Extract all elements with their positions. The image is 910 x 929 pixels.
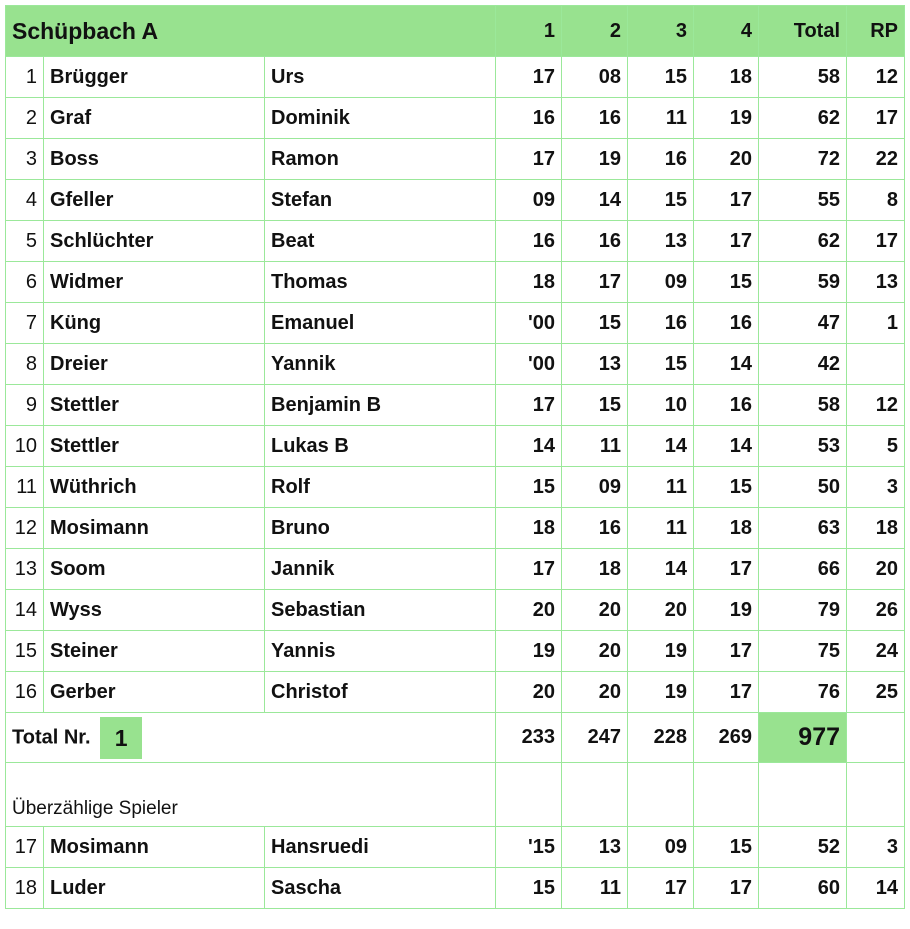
player-number: 4 (6, 180, 44, 221)
round-3-score: 14 (628, 549, 694, 590)
player-first-name: Christof (265, 672, 496, 713)
player-total: 55 (759, 180, 847, 221)
player-row (6, 303, 905, 344)
player-row (6, 57, 905, 98)
totals-label-cell (6, 713, 496, 763)
player-last-name: Wüthrich (44, 467, 265, 508)
player-last-name: Boss (44, 139, 265, 180)
round-4-score: 17 (694, 631, 759, 672)
player-total: 59 (759, 262, 847, 303)
player-total: 75 (759, 631, 847, 672)
round-2-score: 19 (562, 139, 628, 180)
player-row (6, 827, 905, 868)
round-4-score: 19 (694, 98, 759, 139)
player-first-name: Emanuel (265, 303, 496, 344)
round-3-score: 14 (628, 426, 694, 467)
player-number: 13 (6, 549, 44, 590)
player-total: 58 (759, 385, 847, 426)
round-4-score: 14 (694, 344, 759, 385)
player-number: 8 (6, 344, 44, 385)
round-1-score: 17 (496, 549, 562, 590)
round-4-score: 17 (694, 549, 759, 590)
round-1-score: 20 (496, 672, 562, 713)
player-first-name: Sascha (265, 868, 496, 909)
player-number: 15 (6, 631, 44, 672)
round-3-score: 17 (628, 868, 694, 909)
player-total: 62 (759, 221, 847, 262)
player-row (6, 344, 905, 385)
round-1-score: 16 (496, 221, 562, 262)
player-number: 6 (6, 262, 44, 303)
player-first-name: Urs (265, 57, 496, 98)
player-rp: 26 (847, 590, 905, 631)
player-rp: 5 (847, 426, 905, 467)
player-row (6, 868, 905, 909)
player-number: 12 (6, 508, 44, 549)
round-3-score: 19 (628, 672, 694, 713)
empty-cell (694, 763, 759, 827)
round-4-score: 20 (694, 139, 759, 180)
player-total: 42 (759, 344, 847, 385)
player-last-name: Steiner (44, 631, 265, 672)
col-round-3: 3 (628, 6, 694, 57)
score-table (5, 5, 905, 909)
player-number: 2 (6, 98, 44, 139)
player-rp: 25 (847, 672, 905, 713)
round-2-score: 20 (562, 590, 628, 631)
col-round-2: 2 (562, 6, 628, 57)
round-4-score: 14 (694, 426, 759, 467)
player-total: 52 (759, 827, 847, 868)
round-2-score: 16 (562, 221, 628, 262)
extra-players-label: Überzählige Spieler (6, 763, 496, 827)
round-4-score: 15 (694, 262, 759, 303)
player-last-name: Stettler (44, 385, 265, 426)
player-last-name: Mosimann (44, 827, 265, 868)
round-2-score: 17 (562, 262, 628, 303)
empty-cell (496, 763, 562, 827)
round-3-score: 11 (628, 98, 694, 139)
player-number: 9 (6, 385, 44, 426)
player-number: 5 (6, 221, 44, 262)
round-2-score: 15 (562, 385, 628, 426)
round-1-score: 14 (496, 426, 562, 467)
player-first-name: Rolf (265, 467, 496, 508)
round-2-score: 16 (562, 508, 628, 549)
player-number: 3 (6, 139, 44, 180)
player-first-name: Jannik (265, 549, 496, 590)
player-row (6, 385, 905, 426)
round-1-score: 15 (496, 467, 562, 508)
round-4-score: 16 (694, 385, 759, 426)
player-number: 10 (6, 426, 44, 467)
total-round-2: 247 (562, 713, 628, 763)
round-3-score: 15 (628, 57, 694, 98)
player-number: 18 (6, 868, 44, 909)
round-2-score: 16 (562, 98, 628, 139)
player-total: 63 (759, 508, 847, 549)
player-rp (847, 344, 905, 385)
player-rp: 8 (847, 180, 905, 221)
round-3-score: 20 (628, 590, 694, 631)
round-2-score: 11 (562, 868, 628, 909)
player-total: 76 (759, 672, 847, 713)
round-1-score: '15 (496, 827, 562, 868)
round-1-score: 19 (496, 631, 562, 672)
round-3-score: 10 (628, 385, 694, 426)
player-total: 58 (759, 57, 847, 98)
player-row (6, 672, 905, 713)
player-rp: 12 (847, 385, 905, 426)
round-4-score: 17 (694, 868, 759, 909)
player-first-name: Beat (265, 221, 496, 262)
round-4-score: 19 (694, 590, 759, 631)
round-1-score: '00 (496, 344, 562, 385)
round-1-score: 09 (496, 180, 562, 221)
round-1-score: 18 (496, 508, 562, 549)
player-row (6, 98, 905, 139)
player-row (6, 221, 905, 262)
extra-players-header (6, 763, 905, 827)
player-last-name: Stettler (44, 426, 265, 467)
player-rp: 22 (847, 139, 905, 180)
player-last-name: Mosimann (44, 508, 265, 549)
empty-cell (847, 763, 905, 827)
player-number: 7 (6, 303, 44, 344)
player-row (6, 180, 905, 221)
round-3-score: 09 (628, 262, 694, 303)
round-2-score: 15 (562, 303, 628, 344)
round-4-score: 18 (694, 57, 759, 98)
player-total: 79 (759, 590, 847, 631)
round-1-score: 20 (496, 590, 562, 631)
player-first-name: Thomas (265, 262, 496, 303)
player-row (6, 631, 905, 672)
player-last-name: Gerber (44, 672, 265, 713)
player-row (6, 467, 905, 508)
player-row (6, 590, 905, 631)
player-row (6, 262, 905, 303)
round-4-score: 17 (694, 221, 759, 262)
player-rp: 1 (847, 303, 905, 344)
header-row (6, 6, 905, 57)
total-round-1: 233 (496, 713, 562, 763)
round-2-score: 08 (562, 57, 628, 98)
total-round-4: 269 (694, 713, 759, 763)
player-first-name: Bruno (265, 508, 496, 549)
player-last-name: Widmer (44, 262, 265, 303)
player-number: 17 (6, 827, 44, 868)
round-1-score: 17 (496, 57, 562, 98)
total-rp-empty (847, 713, 905, 763)
player-first-name: Yannik (265, 344, 496, 385)
player-first-name: Yannis (265, 631, 496, 672)
player-first-name: Sebastian (265, 590, 496, 631)
player-row (6, 139, 905, 180)
player-last-name: Dreier (44, 344, 265, 385)
player-number: 11 (6, 467, 44, 508)
player-rp: 14 (847, 868, 905, 909)
player-last-name: Wyss (44, 590, 265, 631)
player-rp: 3 (847, 827, 905, 868)
round-2-score: 14 (562, 180, 628, 221)
player-first-name: Benjamin B (265, 385, 496, 426)
round-3-score: 16 (628, 139, 694, 180)
player-last-name: Graf (44, 98, 265, 139)
round-1-score: '00 (496, 303, 562, 344)
player-last-name: Küng (44, 303, 265, 344)
player-first-name: Lukas B (265, 426, 496, 467)
round-3-score: 16 (628, 303, 694, 344)
empty-cell (628, 763, 694, 827)
player-first-name: Ramon (265, 139, 496, 180)
col-round-1: 1 (496, 6, 562, 57)
totals-row (6, 713, 905, 763)
round-2-score: 20 (562, 631, 628, 672)
round-4-score: 17 (694, 180, 759, 221)
round-2-score: 18 (562, 549, 628, 590)
player-total: 47 (759, 303, 847, 344)
round-1-score: 17 (496, 385, 562, 426)
round-3-score: 13 (628, 221, 694, 262)
round-3-score: 15 (628, 180, 694, 221)
player-last-name: Luder (44, 868, 265, 909)
player-total: 66 (759, 549, 847, 590)
round-2-score: 09 (562, 467, 628, 508)
player-total: 62 (759, 98, 847, 139)
round-4-score: 16 (694, 303, 759, 344)
total-round-3: 228 (628, 713, 694, 763)
player-rp: 18 (847, 508, 905, 549)
empty-cell (562, 763, 628, 827)
totals-label: Total Nr. (12, 726, 91, 748)
player-last-name: Brügger (44, 57, 265, 98)
player-rp: 17 (847, 221, 905, 262)
player-number: 1 (6, 57, 44, 98)
round-4-score: 17 (694, 672, 759, 713)
player-row (6, 508, 905, 549)
round-4-score: 18 (694, 508, 759, 549)
col-total: Total (759, 6, 847, 57)
player-last-name: Soom (44, 549, 265, 590)
round-2-score: 13 (562, 827, 628, 868)
player-total: 53 (759, 426, 847, 467)
round-2-score: 20 (562, 672, 628, 713)
round-3-score: 15 (628, 344, 694, 385)
player-last-name: Gfeller (44, 180, 265, 221)
round-3-score: 11 (628, 467, 694, 508)
player-rp: 24 (847, 631, 905, 672)
round-3-score: 11 (628, 508, 694, 549)
player-row (6, 426, 905, 467)
round-1-score: 16 (496, 98, 562, 139)
round-1-score: 18 (496, 262, 562, 303)
round-2-score: 13 (562, 344, 628, 385)
player-number: 16 (6, 672, 44, 713)
player-last-name: Schlüchter (44, 221, 265, 262)
player-number: 14 (6, 590, 44, 631)
player-first-name: Dominik (265, 98, 496, 139)
round-4-score: 15 (694, 827, 759, 868)
player-first-name: Hansruedi (265, 827, 496, 868)
round-2-score: 11 (562, 426, 628, 467)
player-rp: 13 (847, 262, 905, 303)
player-total: 60 (759, 868, 847, 909)
player-rp: 20 (847, 549, 905, 590)
player-rp: 12 (847, 57, 905, 98)
player-first-name: Stefan (265, 180, 496, 221)
player-row (6, 549, 905, 590)
team-title: Schüpbach A (6, 6, 496, 57)
player-total: 50 (759, 467, 847, 508)
col-round-4: 4 (694, 6, 759, 57)
grand-total: 977 (759, 713, 847, 763)
empty-cell (759, 763, 847, 827)
player-rp: 17 (847, 98, 905, 139)
round-3-score: 09 (628, 827, 694, 868)
round-4-score: 15 (694, 467, 759, 508)
col-rp: RP (847, 6, 905, 57)
round-1-score: 15 (496, 868, 562, 909)
round-3-score: 19 (628, 631, 694, 672)
round-1-score: 17 (496, 139, 562, 180)
team-number-badge: 1 (100, 717, 142, 759)
player-total: 72 (759, 139, 847, 180)
player-rp: 3 (847, 467, 905, 508)
